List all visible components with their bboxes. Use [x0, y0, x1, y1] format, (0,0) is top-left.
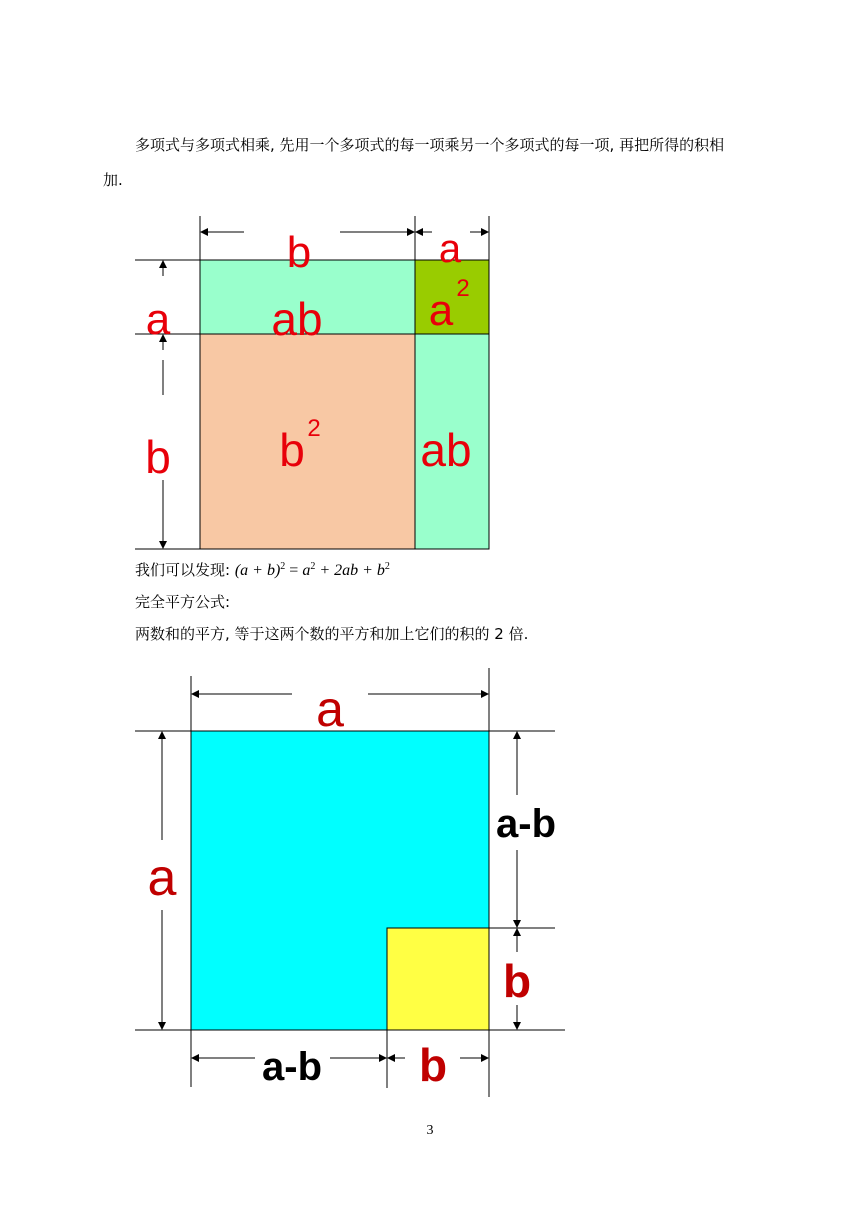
bottom-label-b: b: [418, 1039, 448, 1091]
intro-line-1: 多项式与多项式相乘, 先用一个多项式的每一项乘另一个多项式的每一项, 再把所得的积相: [135, 136, 725, 154]
formula-statement: 两数和的平方, 等于这两个数的平方和加上它们的积的 2 倍.: [135, 625, 529, 643]
formula-eq: =: [285, 562, 303, 579]
left-label-a: a: [147, 849, 177, 907]
cell-label-ab-top: ab: [271, 293, 323, 345]
right-label-b: b: [502, 955, 532, 1007]
cell-label-ab-right: ab: [420, 424, 472, 476]
formula-term-b-exp: 2: [384, 561, 390, 572]
formula-term-a: a: [302, 562, 311, 579]
left-label-a: a: [145, 295, 171, 344]
page-number: 3: [426, 1123, 434, 1138]
top-label-b: b: [286, 228, 312, 277]
left-label-b: b: [145, 431, 171, 483]
right-label-a-minus-b: a-b: [496, 802, 556, 846]
formula-term-b: b: [376, 562, 385, 579]
formula-lhs: (a + b): [234, 562, 281, 579]
formula-title: 完全平方公式:: [135, 593, 231, 611]
discovery-line: [135, 557, 390, 581]
small-square: [387, 928, 489, 1030]
cell-label-a2-exp: 2: [456, 275, 470, 302]
cell-label-b2-exp: 2: [307, 415, 321, 442]
intro-line-2: 加.: [103, 171, 123, 189]
top-label-a: a: [316, 681, 344, 737]
top-label-a: a: [438, 227, 462, 271]
figure-2: [135, 668, 565, 1097]
formula-lhs-exp: 2: [280, 561, 286, 572]
formula-term-a-exp: 2: [310, 561, 316, 572]
cell-label-b2-base: b: [279, 424, 305, 476]
formula-term-2ab: + 2ab +: [315, 562, 377, 579]
discovery-prefix: 我们可以发现:: [135, 561, 231, 579]
formula: [235, 562, 390, 579]
bottom-label-a-minus-b: a-b: [262, 1045, 322, 1089]
cell-label-a2-base: a: [428, 286, 454, 335]
figure-1: [135, 216, 489, 549]
